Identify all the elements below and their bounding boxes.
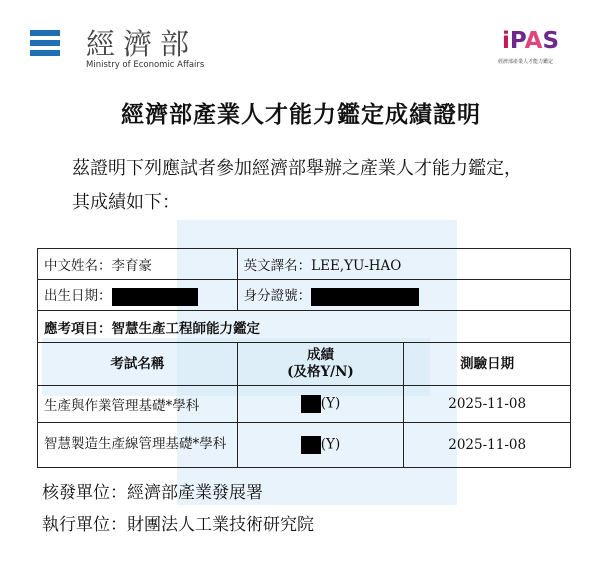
id-number-label: 身分證號： (243, 288, 312, 305)
pass-flag: (Y) (320, 395, 341, 412)
ministry-name-en: Ministry of Economic Affairs (86, 60, 205, 70)
moea-logo (30, 26, 230, 74)
exam-item-cell: 應考項目：智慧生產工程師能力鑑定 (38, 311, 571, 343)
ipas-wordmark: iPAS (502, 28, 560, 54)
birth-date-label: 出生日期： (44, 288, 112, 305)
header-score-line2: (及格Y/N) (287, 364, 354, 380)
pass-flag: (Y) (320, 436, 341, 453)
table-row (38, 423, 571, 468)
redacted-id-number (311, 288, 419, 306)
header-score-line1: 成績 (306, 347, 334, 364)
english-name-cell: 英文譯名：LEE,YU-HAO (237, 249, 570, 280)
header-date: 測驗日期 (404, 343, 571, 386)
id-number-cell (237, 280, 570, 311)
name-row (38, 249, 571, 280)
table-row (38, 386, 571, 423)
subject-name: 智慧製造生產線管理基礎*學科 (38, 423, 238, 468)
ministry-name-zh: 經濟部 (86, 27, 198, 61)
birth-date-cell (38, 280, 238, 311)
result-cell (237, 423, 404, 468)
intro-line-1: 茲證明下列應試者參加經濟部舉辦之產業人才能力鑑定， (72, 158, 522, 179)
exam-date: 2025-11-08 (404, 423, 571, 468)
result-cell (237, 386, 404, 423)
issuing-unit: 核發單位：經濟部產業發展署 (42, 483, 263, 503)
exam-item-row (38, 311, 571, 343)
moea-bars-icon (30, 30, 60, 56)
results-table (37, 248, 571, 468)
subject-name: 生產與作業管理基礎*學科 (38, 386, 238, 423)
header-subject: 考試名稱 (38, 343, 238, 386)
ipas-logo (498, 30, 578, 70)
executing-unit: 執行單位：財團法人工業技術研究院 (42, 515, 314, 535)
redacted-score (301, 395, 321, 413)
redacted-birth-date (112, 288, 198, 306)
document-title: 經濟部產業人才能力鑑定成績證明 (121, 101, 481, 128)
exam-date: 2025-11-08 (404, 386, 571, 423)
results-header-row (38, 343, 571, 386)
redacted-score (301, 436, 321, 454)
birth-id-row (38, 280, 571, 311)
ipas-tagline: 經濟部產業人才能力鑑定 (498, 59, 554, 65)
intro-line-2: 其成績如下： (72, 192, 180, 213)
header-score (237, 343, 404, 386)
chinese-name-cell: 中文姓名：李育豪 (38, 249, 238, 280)
